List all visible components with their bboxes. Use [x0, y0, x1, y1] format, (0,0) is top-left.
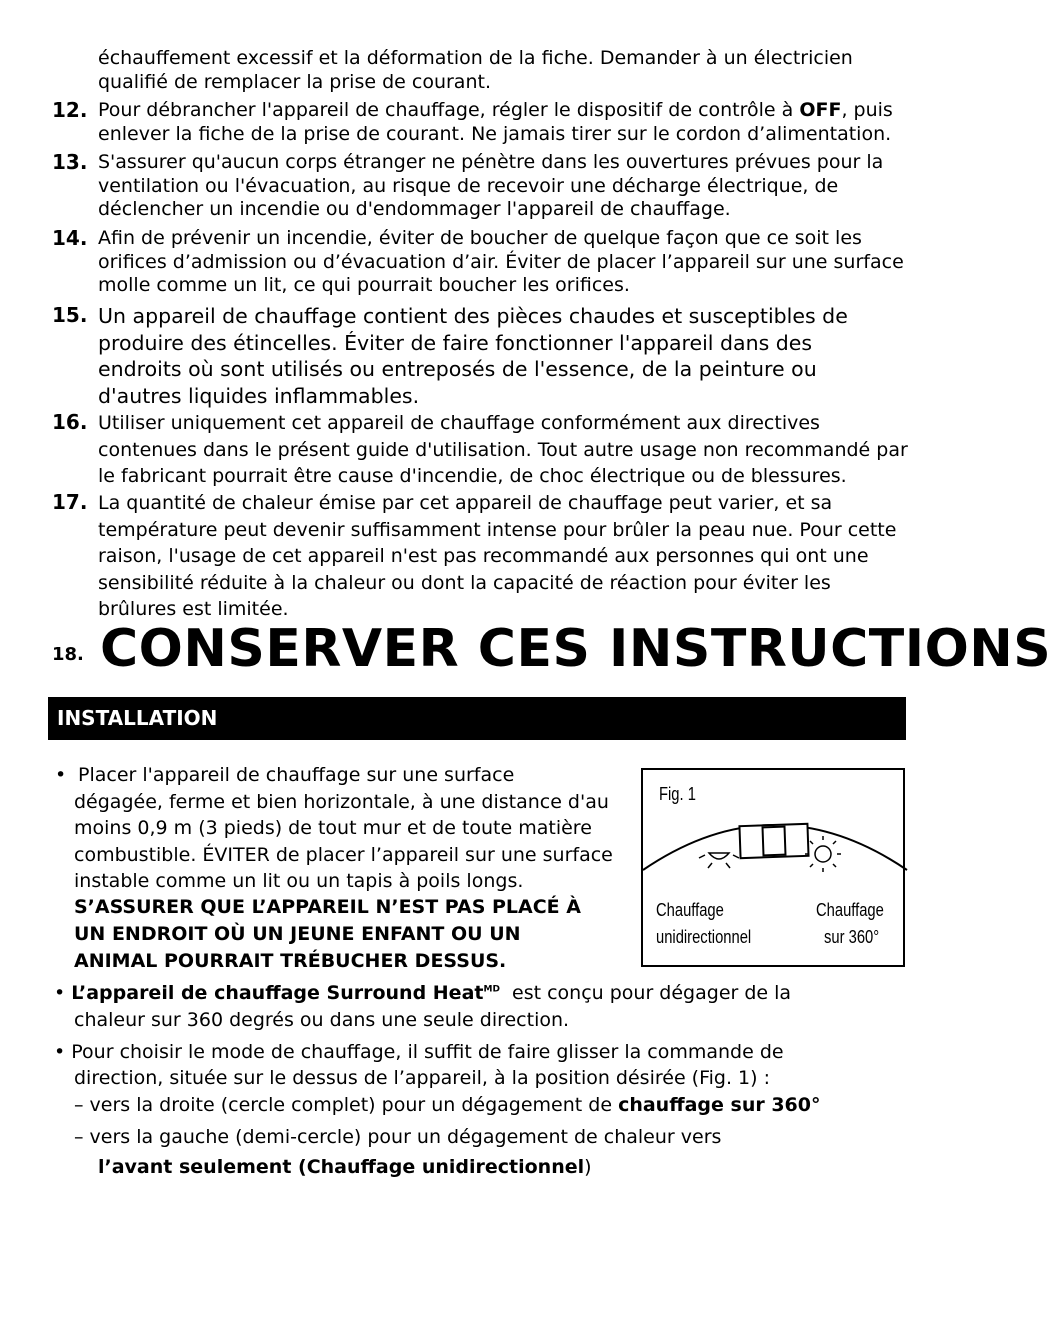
option-right-text: – vers la droite (cercle complet) pour un dégagement de	[74, 1094, 619, 1116]
bullet-1-line-4: combustible. ÉVITER de placer l’appareil sur une surface	[74, 844, 613, 866]
bullet-2-dot: •	[54, 982, 66, 1004]
item-12-text-start: Pour débrancher l'appareil de chauffage, régler le dispositif de contrôle à	[98, 99, 800, 121]
option-one-way: l’avant seulement (Chauffage unidirectionnel	[98, 1156, 585, 1178]
section-header-bar	[48, 697, 906, 740]
heading-number: 18.	[52, 644, 84, 665]
bullet-3-line-1	[54, 1041, 784, 1063]
page-title: CONSERVER CES INSTRUCTIONS	[100, 619, 1051, 679]
item-number-15: 15.	[52, 303, 88, 327]
warning-line-1: S’ASSURER QUE L’APPAREIL N’EST PAS PLACÉ À	[74, 896, 581, 918]
bullet-1-line-5: instable comme un lit ou un tapis à poils longs.	[74, 870, 524, 892]
bullet-2-rest: est conçu pour dégager de la	[512, 982, 792, 1004]
warning-line-2: UN ENDROIT OÙ UN JEUNE ENFANT OU UN	[74, 923, 521, 945]
one-way-label-1: Chauffage	[656, 900, 724, 920]
bullet-2-line-1	[54, 982, 791, 1004]
section-title: INSTALLATION	[57, 706, 218, 730]
item-number-13: 13.	[52, 150, 88, 174]
item-number-16: 16.	[52, 410, 88, 434]
bullet-3-line-3	[74, 1094, 821, 1116]
surround-label-2: sur 360°	[824, 927, 880, 947]
warning-line-3: ANIMAL POURRAIT TRÉBUCHER DESSUS.	[74, 950, 507, 972]
bullet-1-line-1: Placer l'appareil de chauffage sur une surface	[78, 764, 515, 786]
item-17-text: La quantité de chaleur émise par cet appareil de chauffage peut varier, et sa température peut devenir suffisamment intense pour brûler la peau nue. Pour cette raison, l'usage de cet appareil n'est pas recommandé aux personnes qui ont une sensibilité réduite à la chaleur ou dont la capacité de réaction pour éviter les brûlures est limitée.	[98, 492, 897, 620]
bullet-3-text-1: Pour choisir le mode de chauffage, il suffit de faire glisser la commande de	[71, 1041, 784, 1063]
bullet-1-dot: •	[55, 764, 67, 786]
one-way-label-2: unidirectionnel	[656, 927, 752, 947]
bullet-1-line-2: dégagée, ferme et bien horizontale, à une distance d'au	[74, 791, 609, 813]
item-number-14: 14.	[52, 226, 88, 250]
intro-line-2: qualifié de remplacer la prise de courant.	[98, 71, 491, 93]
trademark-mark: MD	[483, 984, 500, 995]
bullet-3-line-4: – vers la gauche (demi-cercle) pour un dégagement de chaleur vers	[74, 1126, 722, 1148]
closing-paren: )	[584, 1156, 592, 1178]
item-14-text: Afin de prévenir un incendie, éviter de boucher de quelque façon que ce soit les orifices d’admission ou d’évacuation d’air. Éviter de placer l’appareil sur une surface molle comme un lit, ce qui pourrait boucher les orifices.	[98, 227, 904, 296]
product-name: L’appareil de chauffage Surround Heat	[71, 982, 484, 1004]
item-15-text: Un appareil de chauffage contient des pièces chaudes et susceptibles de produire des étincelles. Éviter de faire fonctionner l'appareil dans des endroits où sont utilisés ou entreposés de l'essence, de la peinture ou d'autres liquides inflammables.	[98, 304, 848, 408]
bullet-2-line-2: chaleur sur 360 degrés ou dans une seule direction.	[74, 1009, 570, 1031]
item-12-text	[98, 99, 908, 146]
intro-line-1: échauffement excessif et la déformation de la fiche. Demander à un électricien	[98, 47, 853, 69]
figure-1	[641, 768, 905, 967]
bullet-3-line-2: direction, située sur le dessus de l’appareil, à la position désirée (Fig. 1) :	[74, 1067, 770, 1089]
item-number-12: 12.	[52, 98, 88, 122]
option-360: chauffage sur 360°	[618, 1094, 821, 1116]
item-13-text: S'assurer qu'aucun corps étranger ne pénètre dans les ouvertures prévues pour la ventilation ou l'évacuation, au risque de recevoir une décharge électrique, de déclencher un incendie ou d'endommager l'appareil de chauffage.	[98, 151, 884, 220]
bullet-1-line-3: moins 0,9 m (3 pieds) de tout mur et de toute matière	[74, 817, 592, 839]
item-number-17: 17.	[52, 490, 88, 514]
figure-label: Fig. 1	[659, 784, 696, 804]
item-12-text-end: , puis enlever la fiche de la prise de courant. Ne jamais tirer sur le cordon d’alimentation.	[98, 99, 893, 145]
off-keyword: OFF	[799, 99, 842, 121]
surround-label-1: Chauffage	[816, 900, 884, 920]
bullet-3-dot: •	[54, 1041, 66, 1063]
item-16-text: Utiliser uniquement cet appareil de chauffage conformément aux directives contenues dans le présent guide d'utilisation. Tout autre usage non recommandé par le fabricant pourrait être cause d'incendie, de choc électrique ou de blessures.	[98, 412, 908, 487]
bullet-3-line-5	[98, 1156, 592, 1178]
